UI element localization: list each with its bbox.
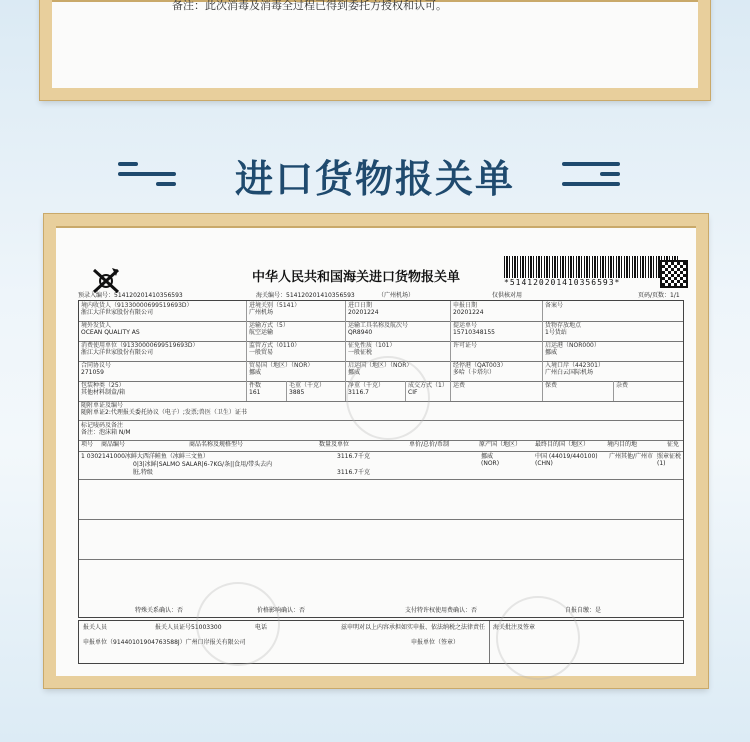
confirm-row: 特殊关系确认：否 价格影响确认：否 支付特许权使用费确认：否 自报自缴：是 <box>135 607 602 614</box>
customs-number: 海关编号：514120201410356593 <box>256 292 355 299</box>
attached-docs-row: 随附单证及编号 随附单证2:代理报关委托协议（电子）;发票;兽医（卫生）证书 <box>79 401 683 421</box>
declare-seal: 申报单位（签章） <box>411 639 460 646</box>
form-row-1: 境内收货人（91330000699519693D） 浙江大洋世家股份有限公司 进境关别（5141） 广州机场 进口日期 20201224 申报日期 20201224 备案号 <box>79 301 683 322</box>
goods-destination: 中国 (44019/440100) (CHN) <box>535 453 598 468</box>
declare-unit: 申报单位（91440101904763588J）广州口岸报关有限公司 <box>83 639 246 646</box>
form-row-5: 包装种类（25） 其他材料制盒/箱 件数 161 毛重（千克） 3885 净重（千克） 3116.7 成交方式（1） CIF 运费 保费 杂费 <box>79 381 683 402</box>
heading <box>0 148 750 203</box>
top-note: 备注：此次消毒及消毒全过程已得到委托方授权和认可。 <box>172 0 447 12</box>
page-number: 页码/页数：1/1 <box>638 292 680 299</box>
goods-line-2: 0|3|冰鲜|SALMO SALAR|6-7KG/条||食用/带头去内 <box>133 461 273 468</box>
form-row-2: 境外发货人 OCEAN QUALITY AS 运输方式（5） 航空运输 运输工具名称及航次号 QR8940 提运单号 15710348155 货物存放地点 1号货站 <box>79 321 683 342</box>
goods-header-row: 项号 商品编号 商品名称及规格型号 数量及单位 单价/总价/币制 原产国（地区） 最终目的国（地区） 境内目的地 征免 <box>79 441 683 452</box>
customs-notes-label: 海关批注及签章 <box>493 624 536 631</box>
pre-entry-number: 预录入编号：514120201410356593 <box>78 292 183 299</box>
goods-qty-1: 3116.7千克 <box>337 453 370 460</box>
watermark-stamp <box>496 596 580 680</box>
heading-text: 进口货物报关单 <box>234 157 515 201</box>
barcode <box>504 256 680 278</box>
declarant-cert: 报关人员证号51003300 <box>155 624 222 631</box>
goods-line-3: 脏,特级 <box>133 469 153 476</box>
form-row-3: 消费使用单位（91330000699519693D） 浙江大洋世家股份有限公司 监管方式（0110） 一般贸易 征免性质（101） 一般征税 许可证号 启运港（NOR000） 挪威 <box>79 341 683 362</box>
phone-label: 电话 <box>255 624 268 631</box>
top-frame <box>40 0 710 100</box>
customs-document <box>56 226 696 676</box>
goods-exempt: 照章征税 (1) <box>657 453 682 468</box>
heading-decoration-right <box>562 156 620 192</box>
watermark-stamp <box>196 582 280 666</box>
goods-qty-2: 3116.7千克 <box>337 469 370 476</box>
declare-statement: 兹申明对以上内容承担如实申报、依法纳税之法律责任 <box>341 624 486 631</box>
barcode-text: *514120201410356593* <box>504 278 621 287</box>
qr-code-icon <box>660 260 688 288</box>
signature-section <box>78 620 684 664</box>
main-frame <box>44 214 708 688</box>
form-row-4: 合同协议号 271059 贸易国（地区）（NOR） 挪威 启运国（地区）（NOR） 挪威 经停港（QAT003） 多哈（卡塔尔） 入境口岸（442301） 广州白云国际机场 <box>79 361 683 382</box>
verify-note: 仅供核对用 <box>492 292 523 299</box>
watermark-stamp <box>346 356 430 440</box>
marks-row: 标记唛码及备注 备注：泡沫箱 N/M <box>79 421 683 441</box>
goods-line-1: 1 0302141000冰鲜大西洋鲑鱼（冰鲜三文鱼） <box>81 453 209 460</box>
goods-domestic: 广州其他/广州市 <box>609 453 654 460</box>
document-title: 中华人民共和国海关进口货物报关单 <box>252 270 461 285</box>
port-hint: （广州机场） <box>378 292 415 299</box>
declarant-label: 报关人员 <box>83 624 108 631</box>
form-grid <box>78 300 684 618</box>
goods-origin: 挪威 (NOR) <box>481 453 500 468</box>
